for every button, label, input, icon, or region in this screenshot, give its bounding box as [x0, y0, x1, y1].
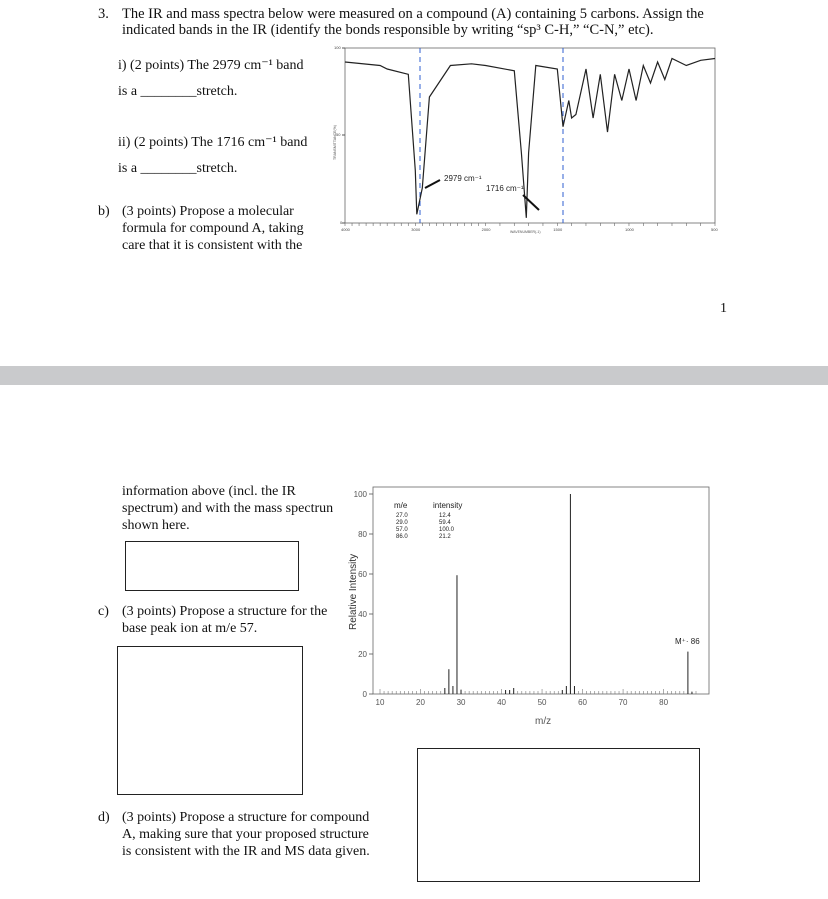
ir-y-top: 100 — [334, 45, 341, 50]
ms-x-tick-label: 10 — [375, 698, 385, 707]
ir-annotation-1716: 1716 cm⁻¹ — [486, 184, 524, 193]
ms-peaks — [445, 494, 692, 694]
ms-y-tick-label: 60 — [358, 570, 367, 579]
part-c-line-1: (3 points) Propose a structure for the — [122, 604, 328, 619]
part-d-line-1: (3 points) Propose a structure for compound — [122, 810, 370, 825]
ms-y-axis-label: Relative Intensity — [348, 553, 359, 630]
ms-table-header-me: m/e — [394, 501, 408, 510]
answer-box-c[interactable] — [117, 646, 303, 795]
ir-x-ticks — [345, 223, 715, 226]
ir-arrow-2979 — [425, 180, 440, 188]
part-b-label: b) — [98, 204, 110, 219]
ms-table-intensity: 59.4 — [439, 520, 451, 526]
ms-minor-ticks — [380, 689, 696, 694]
part-b-line-3: care that it is consistent with the — [122, 238, 303, 253]
ir-x-tick-label: 3000 — [411, 227, 421, 232]
ms-table-intensity: 21.2 — [439, 534, 451, 540]
ms-molecular-ion-label: M⁺· 86 — [675, 637, 700, 646]
part-b-line-1: (3 points) Propose a molecular — [122, 204, 294, 219]
part-d-line-2: A, making sure that your proposed structure — [122, 827, 369, 842]
ms-y-tick-label: 0 — [362, 690, 367, 699]
ms-table-me: 86.0 — [396, 534, 408, 540]
part-ii-line-1: ii) (2 points) The 1716 cm⁻¹ band — [118, 135, 308, 150]
question-line-2: indicated bands in the IR (identify the bonds responsible by writing “sp³ C-H,” “C-N,” etc). — [122, 22, 654, 38]
ms-x-tick-label: 80 — [659, 698, 669, 707]
ms-y-tick-label: 40 — [358, 610, 367, 619]
ir-spectrum — [330, 40, 725, 240]
answer-box-d[interactable] — [417, 748, 700, 882]
ms-x-ticks — [376, 698, 669, 707]
ms-y-tick-label: 20 — [358, 650, 367, 659]
part-i-line-1: i) (2 points) The 2979 cm⁻¹ band — [118, 58, 304, 73]
part-ii-line-2: is a ________stretch. — [118, 161, 238, 176]
ir-x-tick-label: 1000 — [624, 227, 634, 232]
ir-x-tick-label: 1500 — [553, 227, 563, 232]
ms-x-tick-label: 50 — [537, 698, 547, 707]
part-d-line-3: is consistent with the IR and MS data given. — [122, 844, 370, 859]
continued-line-3: shown here. — [122, 518, 190, 533]
part-i-line-2: is a ________stretch. — [118, 84, 238, 99]
ms-table-intensity: 100.0 — [439, 527, 455, 533]
ir-y-axis-label: TRANSMITTANCE(%) — [333, 125, 337, 160]
part-c-label: c) — [98, 604, 109, 619]
part-c-line-2: base peak ion at m/e 57. — [122, 621, 258, 636]
ms-table-intensity: 12.4 — [439, 513, 451, 519]
mass-spectrum — [340, 480, 720, 730]
ir-x-tick-label: 4000 — [341, 227, 350, 232]
ms-x-tick-label: 60 — [578, 698, 588, 707]
part-d-label: d) — [98, 810, 110, 825]
ms-x-tick-label: 30 — [456, 698, 466, 707]
ms-y-tick-label: 100 — [353, 490, 367, 499]
ms-y-tick-label: 80 — [358, 530, 367, 539]
ms-table-me: 29.0 — [396, 520, 408, 526]
ir-y-mid: 50 — [336, 132, 341, 137]
ms-x-axis-label: m/z — [535, 716, 552, 727]
page-number: 1 — [720, 301, 727, 316]
question-line-1: The IR and mass spectra below were measured on a compound (A) containing 5 carbons. Assign the — [122, 6, 704, 22]
ir-y-bottom: 0 — [340, 220, 343, 225]
ms-x-tick-label: 20 — [416, 698, 425, 707]
continued-line-2: spectrum) and with the mass spectrun — [122, 501, 334, 516]
ir-spectrum-trace — [345, 59, 715, 218]
ms-table-me: 27.0 — [396, 513, 408, 519]
continued-line-1: information above (incl. the IR — [122, 484, 296, 499]
question-number: 3. — [98, 6, 109, 22]
ms-table-me: 57.0 — [396, 527, 408, 533]
ms-x-tick-label: 70 — [618, 698, 628, 707]
ms-data-table — [396, 513, 455, 540]
answer-box-b[interactable] — [125, 541, 299, 591]
page-divider — [0, 366, 828, 385]
ms-table-header-intensity: intensity — [433, 501, 463, 510]
ir-annotation-2979: 2979 cm⁻¹ — [444, 174, 482, 183]
part-b-line-2: formula for compound A, taking — [122, 221, 304, 236]
ir-x-tick-label: 2000 — [481, 227, 491, 232]
ms-x-tick-label: 40 — [497, 698, 506, 707]
ir-x-tick-label: 500 — [711, 227, 718, 232]
ir-x-axis-label: WAVENUMBER(-1) — [510, 230, 541, 234]
